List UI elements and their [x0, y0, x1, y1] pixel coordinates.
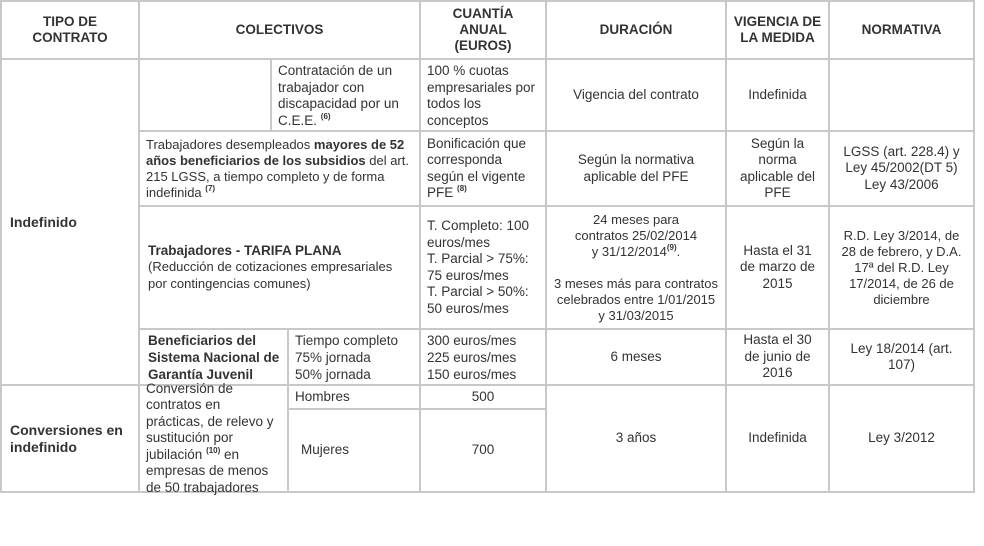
tarifa-completo: T. Completo: 100 euros/mes [427, 218, 530, 250]
footnote-6: (6) [320, 111, 331, 121]
header-tipo-label: TIPO DE CONTRATO [32, 14, 108, 45]
cuantia-225: 225 euros/mes [427, 349, 517, 365]
cee-normativa [828, 58, 975, 132]
cee-vigencia [725, 58, 830, 132]
cuantia-150: 150 euros/mes [427, 366, 517, 382]
header-duracion-label: DURACIÓN [599, 22, 673, 37]
garantia-vigencia [725, 328, 830, 386]
footnote-9: (9) [666, 242, 677, 252]
garantia-colectivo-text: Beneficiarios del Sistema Nacional de Garantía Juvenil [148, 332, 280, 382]
mayores52-cuantia-text: Bonificación que corresponda según el vigente PFE $^{(8)}$ [427, 135, 527, 200]
hombres-cuantia: 500 [471, 388, 495, 404]
tarifa-plana-vigencia [725, 205, 830, 330]
conversiones-vigencia-text: Indefinida [748, 430, 807, 446]
conversiones-vigencia [725, 384, 830, 493]
group-conversiones [0, 384, 140, 493]
garantia-normativa-text: Ley 18/2014 (art. 107) [850, 340, 953, 372]
header-duracion [545, 0, 727, 60]
tarifa-parcial-50: T. Parcial > 50%: 50 euros/mes [427, 284, 529, 316]
conversiones-normativa [828, 384, 975, 493]
tarifa-plana-cuantia [419, 205, 547, 330]
cuantia-300: 300 euros/mes [427, 332, 517, 348]
mayores52-duracion [545, 130, 727, 207]
cee-vigencia-text: Indefinida [748, 86, 807, 102]
conversiones-mujeres-cuantia [419, 408, 547, 493]
conversiones-duracion [545, 384, 727, 493]
jornada-50: 50% jornada [295, 366, 371, 382]
jornada-completo: Tiempo completo [295, 332, 399, 348]
cee-duracion [545, 58, 727, 132]
conversiones-hombres-cuantia [419, 384, 547, 410]
garantia-vigencia-text: Hasta el 30 de junio de 2016 [743, 332, 812, 381]
group-indefinido [0, 58, 140, 386]
conversiones-normativa-text: Ley 3/2012 [868, 430, 935, 446]
garantia-normativa [828, 328, 975, 386]
footnote-10: (10) [206, 445, 221, 455]
header-cuantia-label: CUANTÍA ANUAL (EUROS) [452, 6, 514, 53]
header-colectivos [138, 0, 421, 60]
tarifa-duracion-part1: 24 meses para contratos 25/02/2014 y 31/12/2014$^{(9)}$. [574, 211, 698, 259]
hombres-label: Hombres [295, 388, 350, 404]
tarifa-duracion-part2: 3 meses más para contratos celebrados entre 1/01/2015 y 31/03/2015 [553, 275, 719, 323]
cee-colectivo-text: Contratación de un trabajador con discapacidad por un C.E.E. $^{(6)}$ [278, 63, 399, 128]
tarifa-plana-title: Trabajadores - TARIFA PLANA [148, 242, 342, 258]
conversiones-hombres-label [287, 384, 421, 410]
footnote-8: (8) [457, 184, 467, 193]
tarifa-normativa-text: R.D. Ley 3/2014, de 28 de febrero, y D.A. 17ª del R.D. Ley 17/2014, de 26 de diciembre [841, 227, 962, 307]
mayores52-normativa-text: LGSS (art. 228.4) y Ley 45/2002(DT 5) Ley 43/2006 [843, 143, 960, 192]
tarifa-plana-duracion [545, 205, 727, 330]
conversiones-duracion-text: 3 años [615, 430, 657, 446]
garantia-colectivo [138, 328, 289, 386]
cee-cuantia-text: 100 % cuotas empresariales por todos los conceptos [427, 63, 536, 128]
mayores52-colectivo [138, 130, 421, 207]
header-normativa [828, 0, 975, 60]
garantia-jornadas [287, 328, 421, 386]
garantia-duracion-text: 6 meses [610, 348, 662, 364]
mayores52-colectivo-text: Trabajadores desempleados mayores de 52 años beneficiarios de los subsidios del art. 215 LGSS, a tiempo completo y de forma indefinida $^{(7)}$ [146, 136, 409, 200]
header-tipo-contrato [0, 0, 140, 60]
header-vigencia [725, 0, 830, 60]
mayores52-cuantia [419, 130, 547, 207]
garantia-cuantias [419, 328, 547, 386]
tarifa-plana-normativa [828, 205, 975, 330]
conversiones-colectivo-text: Conversión de contratos en prácticas, de relevo y sustitución por jubilación $^{(10)}$ en empresas de menos de 50 trabajadores [146, 380, 274, 495]
mujeres-label: Mujeres [301, 442, 350, 458]
tarifa-plana-desc: (Reducción de cotizaciones empresariales por contingencias comunes) [148, 259, 393, 291]
mujeres-cuantia: 700 [471, 442, 495, 458]
tarifa-vigencia-text: Hasta el 31 de marzo de 2015 [739, 242, 816, 291]
conversiones-colectivo [138, 380, 289, 495]
mayores52-vigencia-text: Según la norma aplicable del PFE [739, 135, 816, 200]
footnote-7: (7) [205, 183, 216, 193]
mayores52-duracion-text: Según la normativa aplicable del PFE [577, 152, 695, 184]
cee-colectivo [270, 58, 421, 132]
jornada-75: 75% jornada [295, 349, 371, 365]
mayores52-vigencia [725, 130, 830, 207]
mayores52-normativa [828, 130, 975, 207]
garantia-duracion [545, 328, 727, 386]
group-conversiones-label: Conversiones en indefinido [10, 421, 123, 455]
header-vigencia-label: VIGENCIA DE LA MEDIDA [733, 14, 822, 45]
tarifa-parcial-75: T. Parcial > 75%: 75 euros/mes [427, 251, 529, 283]
tarifa-plana-colectivo [138, 205, 421, 330]
cee-duracion-text: Vigencia del contrato [573, 86, 699, 102]
header-colectivos-label: COLECTIVOS [235, 22, 324, 37]
group-indefinido-label: Indefinido [10, 213, 77, 230]
cee-cuantia [419, 58, 547, 132]
header-normativa-label: NORMATIVA [861, 22, 942, 37]
header-cuantia [419, 0, 547, 60]
cee-empty-cell [138, 58, 272, 132]
conversiones-mujeres-label [287, 408, 421, 493]
